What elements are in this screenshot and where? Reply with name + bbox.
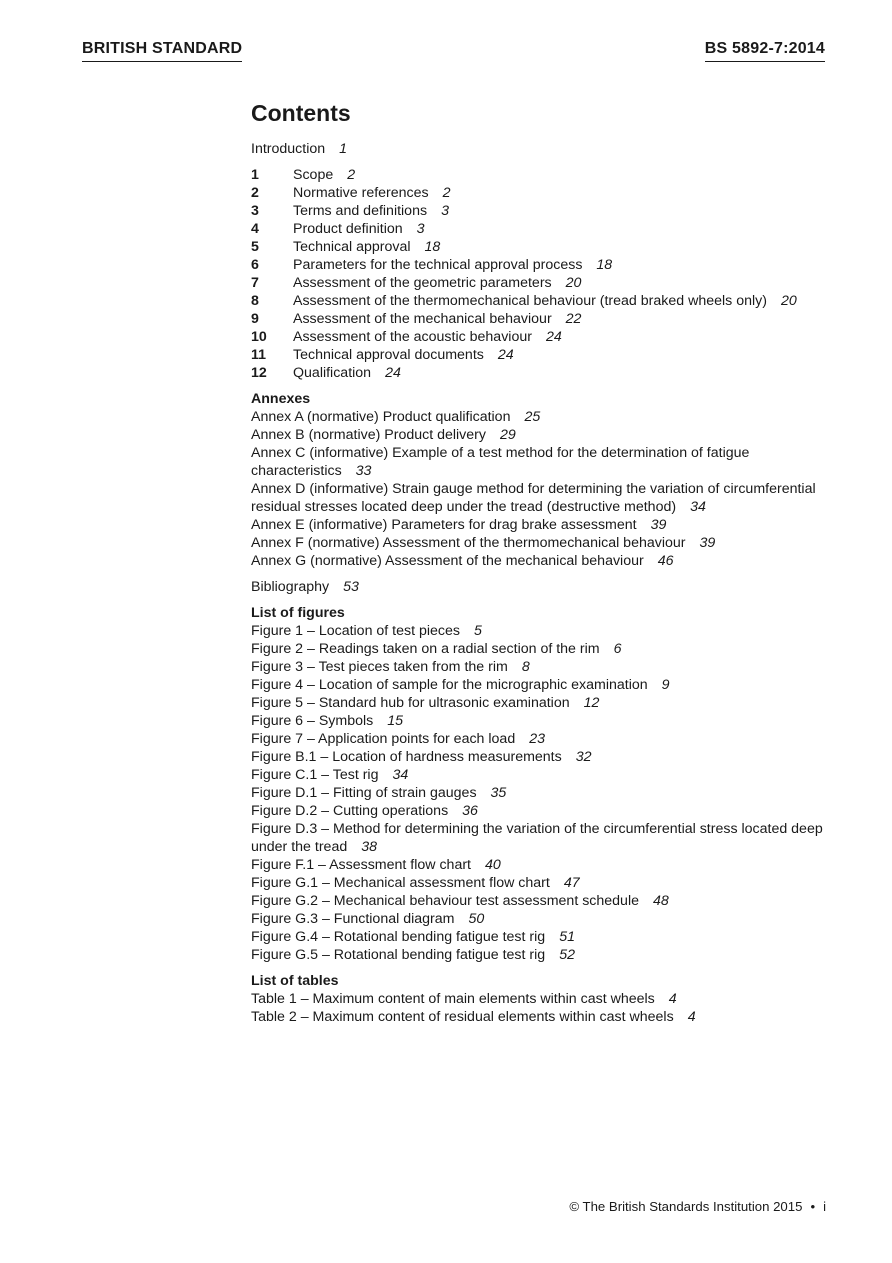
toc-page-number: 29 [499, 427, 516, 443]
toc-page-number: 25 [524, 409, 541, 425]
toc-page-number: 36 [462, 803, 478, 819]
toc-page-number: 4 [687, 1009, 696, 1025]
toc-entry-text: Figure 1 – Location of test pieces [251, 623, 460, 639]
toc-page-number: 18 [596, 257, 613, 273]
toc-page-number: 2 [347, 167, 356, 183]
clause-number: 11 [251, 347, 266, 363]
copyright-text: © The British Standards Institution 2015 [569, 1199, 803, 1214]
toc-entry [251, 658, 851, 676]
toc-page-number: 33 [355, 463, 372, 479]
toc-page-number: 52 [559, 947, 575, 963]
toc-page-number: 35 [490, 785, 507, 801]
tables-heading: List of tables [251, 973, 339, 989]
figure-list [251, 622, 851, 964]
toc-page-number: 34 [392, 767, 409, 783]
toc-entry [251, 784, 851, 802]
toc-entry [251, 910, 851, 928]
toc-entry [251, 1008, 851, 1026]
clause-entry [251, 220, 851, 238]
clause-number: 9 [251, 311, 259, 327]
toc-entry-text: Figure F.1 – Assessment flow chart [251, 857, 471, 873]
clause-entry [251, 364, 851, 382]
toc-entry [251, 480, 851, 516]
clause-number: 7 [251, 275, 259, 291]
toc-entry [251, 802, 851, 820]
toc-entry [251, 990, 851, 1008]
toc-entry-text: Annex A (normative) Product qualification [251, 409, 511, 425]
toc-page-number: 5 [474, 623, 482, 639]
toc-entry-text: Scope [293, 167, 334, 183]
toc-page-number: 38 [361, 839, 378, 855]
header-document-number: BS 5892-7:2014 [705, 40, 825, 62]
toc-entry [251, 748, 851, 766]
toc-entry [251, 552, 851, 570]
toc-page-number: 39 [699, 535, 716, 551]
toc-entry-text: Figure 5 – Standard hub for ultrasonic examination [251, 695, 570, 711]
toc-entry-text: Annex C (informative) Example of a test method for the determination of fatigue characteristics [251, 445, 750, 479]
toc-entry-text: Table 2 – Maximum content of residual elements within cast wheels [251, 1009, 674, 1025]
clause-number: 2 [251, 185, 259, 201]
toc-entry-text: Figure 7 – Application points for each load [251, 731, 516, 747]
clause-entry [251, 328, 851, 346]
toc-page-number: 1 [339, 141, 348, 157]
toc-page-number: 24 [545, 329, 562, 345]
clause-number: 12 [251, 365, 267, 381]
toc-entry-text: Figure 4 – Location of sample for the micrographic examination [251, 677, 648, 693]
toc-entry [251, 622, 851, 640]
clause-number: 10 [251, 329, 267, 345]
toc-entry [251, 408, 851, 426]
toc-page-number: 51 [559, 929, 575, 945]
header-standard-label: BRITISH STANDARD [82, 40, 242, 62]
toc-entry [251, 928, 851, 946]
toc-entry-text: Figure G.1 – Mechanical assessment flow chart [251, 875, 550, 891]
toc-entry [251, 730, 851, 748]
toc-page-number: 3 [416, 221, 425, 237]
toc-entry-text: Figure G.4 – Rotational bending fatigue test rig [251, 929, 546, 945]
toc-entry-text: Assessment of the geometric parameters [293, 275, 552, 291]
toc-entry-bibliography [251, 578, 851, 596]
toc-page-number: 12 [583, 695, 600, 711]
toc-entry-text: Assessment of the thermomechanical behaviour (tread braked wheels only) [293, 293, 767, 309]
toc-entry [251, 640, 851, 658]
toc-page-number: 39 [650, 517, 667, 533]
toc-page-number: 32 [575, 749, 592, 765]
toc-entry [251, 694, 851, 712]
toc-page-number: 23 [529, 731, 545, 747]
toc-page-number: 22 [565, 311, 582, 327]
figures-heading: List of figures [251, 605, 345, 621]
toc-entry-text: Figure D.2 – Cutting operations [251, 803, 449, 819]
toc-entry-text: Qualification [293, 365, 372, 381]
toc-page-number: 48 [653, 893, 669, 909]
toc-page-number: 6 [613, 641, 622, 657]
toc-entry [251, 820, 851, 856]
footer-separator: • [810, 1199, 816, 1214]
toc-entry-text: Figure D.1 – Fitting of strain gauges [251, 785, 477, 801]
toc-page-number: 53 [343, 579, 359, 595]
toc-page-number: 20 [780, 293, 797, 309]
toc-page-number: 46 [657, 553, 674, 569]
contents-section [251, 98, 851, 1026]
toc-entry-text: Annex B (normative) Product delivery [251, 427, 486, 443]
toc-page-number: 24 [385, 365, 401, 381]
toc-entry [251, 712, 851, 730]
toc-entry [251, 856, 851, 874]
toc-page-number: 50 [468, 911, 485, 927]
toc-page-number: 9 [661, 677, 670, 693]
clause-entry [251, 184, 851, 202]
clause-entry [251, 292, 851, 310]
clause-number: 8 [251, 293, 259, 309]
toc-page-number: 40 [485, 857, 501, 873]
toc-entry-text: Figure 2 – Readings taken on a radial section of the rim [251, 641, 600, 657]
clause-entry [251, 202, 851, 220]
clause-number: 3 [251, 203, 259, 219]
contents-title: Contents [251, 100, 351, 126]
clause-number: 6 [251, 257, 259, 273]
toc-entry-text: Assessment of the mechanical behaviour [293, 311, 552, 327]
toc-entry-text: Figure C.1 – Test rig [251, 767, 379, 783]
toc-page-number: 15 [387, 713, 404, 729]
toc-page-number: 47 [563, 875, 580, 891]
toc-entry [251, 534, 851, 552]
toc-entry-text: Figure 3 – Test pieces taken from the rim [251, 659, 508, 675]
toc-entry [251, 766, 851, 784]
toc-entry-text: Assessment of the acoustic behaviour [293, 329, 532, 345]
toc-entry-text: Parameters for the technical approval process [293, 257, 583, 273]
toc-entry [251, 516, 851, 534]
toc-entry-text: Annex G (normative) Assessment of the mechanical behaviour [251, 553, 644, 569]
toc-page-number: 18 [424, 239, 441, 255]
clause-number: 4 [251, 221, 259, 237]
toc-entry [251, 874, 851, 892]
toc-entry [251, 676, 851, 694]
toc-page-number: 24 [497, 347, 514, 363]
toc-entry [251, 946, 851, 964]
page-number: i [823, 1199, 826, 1214]
toc-entry-text: Annex F (normative) Assessment of the thermomechanical behaviour [251, 535, 686, 551]
toc-page-number: 8 [521, 659, 530, 675]
toc-entry-text: Table 1 – Maximum content of main elements within cast wheels [251, 991, 655, 1007]
toc-entry-text: Figure G.3 – Functional diagram [251, 911, 455, 927]
clause-entry [251, 166, 851, 184]
clause-list [251, 166, 851, 382]
toc-entry-text: Figure G.5 – Rotational bending fatigue test rig [251, 947, 546, 963]
toc-page-number: 34 [690, 499, 706, 515]
toc-page-number: 3 [441, 203, 449, 219]
toc-entry [251, 426, 851, 444]
toc-entry-text: Product definition [293, 221, 403, 237]
toc-entry-text: Figure B.1 – Location of hardness measurements [251, 749, 562, 765]
toc-entry-text: Normative references [293, 185, 429, 201]
toc-entry-introduction [251, 140, 851, 158]
toc-page-number: 4 [668, 991, 677, 1007]
annex-list [251, 408, 851, 570]
toc-entry-text: Terms and definitions [293, 203, 428, 219]
annexes-heading: Annexes [251, 391, 311, 407]
clause-number: 1 [251, 167, 259, 183]
toc-entry-text: Technical approval documents [293, 347, 484, 363]
clause-entry [251, 274, 851, 292]
clause-entry [251, 238, 851, 256]
toc-page-number: 20 [565, 275, 582, 291]
clause-entry [251, 346, 851, 364]
toc-entry-text: Bibliography [251, 579, 330, 595]
table-list [251, 990, 851, 1026]
toc-entry-text: Annex D (informative) Strain gauge method for determining the variation of circumferential residual stresses located deep under the tread (destructive method) [251, 481, 816, 515]
toc-entry-text: Figure 6 – Symbols [251, 713, 374, 729]
toc-entry-text: Figure D.3 – Method for determining the variation of the circumferential stress located deep under the tread [251, 821, 823, 855]
toc-entry [251, 444, 851, 480]
toc-entry-text: Figure G.2 – Mechanical behaviour test assessment schedule [251, 893, 639, 909]
toc-page-number: 2 [442, 185, 451, 201]
clause-number: 5 [251, 239, 259, 255]
toc-entry-text: Technical approval [293, 239, 411, 255]
toc-entry-text: Annex E (informative) Parameters for drag brake assessment [251, 517, 637, 533]
toc-entry [251, 892, 851, 910]
clause-entry [251, 256, 851, 274]
toc-entry-text: Introduction [251, 141, 326, 157]
clause-entry [251, 310, 851, 328]
footer [569, 1199, 826, 1214]
